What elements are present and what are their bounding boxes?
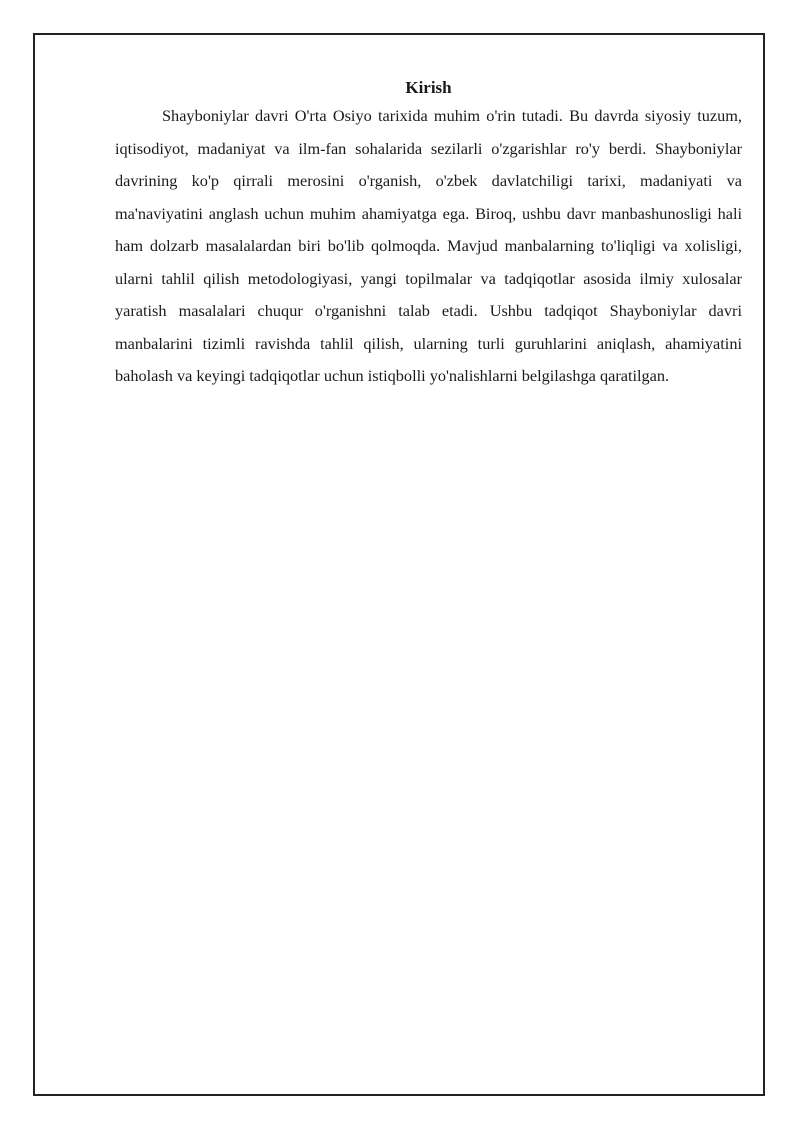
document-body (115, 76, 742, 393)
body-paragraph: Shayboniylar davri O'rta Osiyo tarixida muhim o'rin tutadi. Bu davrda siyosiy tuzum, iqtisodiyot, madaniyat va ilm-fan sohalarida sezilarli o'zgarishlar ro'y berdi. Shayboniylar davrining ko'p qirrali merosini o'rganish, o'zbek davlatchiligi tarixi, madaniyati va ma'naviyatini anglash uchun muhim ahamiyatga ega. Biroq, ushbu davr manbashunosligi hali ham dolzarb masalalardan biri bo'lib qolmoqda. Mavjud manbalarning to'liqligi va xolisligi, ularni tahlil qilish metodologiyasi, yangi topilmalar va tadqiqotlar asosida ilmiy xulosalar yaratish masalalari chuqur o'rganishni talab etadi. Ushbu tadqiqot Shayboniylar davri manbalarini tizimli ravishda tahlil qilish, ularning turli guruhlarini aniqlash, ahamiyatini baholash va keyingi tadqiqotlar uchun istiqbolli yo'nalishlarni belgilashga qaratilgan. (115, 106, 742, 385)
document-title: Kirish (405, 78, 452, 97)
